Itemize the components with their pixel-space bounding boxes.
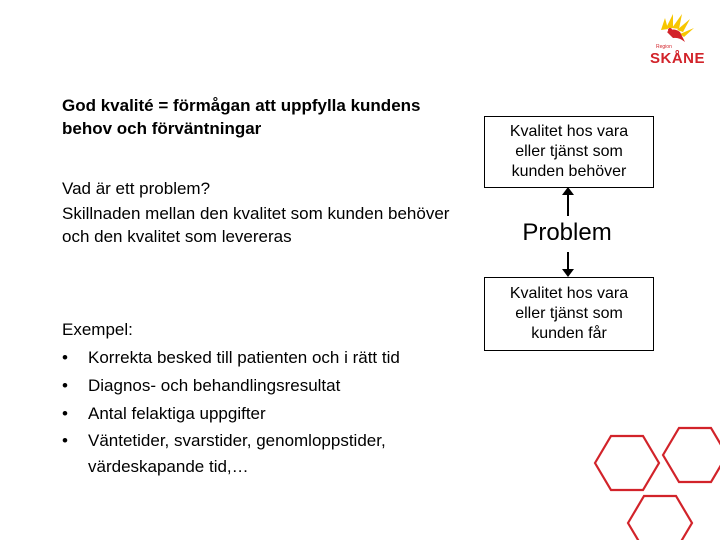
list-item-text: Antal felaktiga uppgifter [88,404,266,423]
list-item [62,372,482,400]
bullet-icon: • [62,348,68,367]
problem-question: Vad är ett problem? [62,179,211,198]
examples-block [62,316,482,480]
list-item-text: Korrekta besked till patienten och i rätt tid [88,348,400,367]
needed-quality-box [484,116,654,188]
examples-title: Exempel: [62,320,133,339]
slide-heading: God kvalité = förmågan att uppfylla kundens behov och förväntningar [62,96,421,138]
bullet-icon: • [62,404,68,423]
list-item [62,428,482,480]
hexagon-decoration-icon [585,405,720,540]
arrow-up-icon [558,186,578,218]
region-skane-logo-icon [655,8,701,48]
bullet-icon: • [62,376,68,395]
logo-wordmark: SKÅNE [650,50,706,67]
problem-definition: Skillnaden mellan den kvalitet som kunden behöver och den kvalitet som levereras [62,204,450,246]
list-item [62,400,482,428]
list-item-text: Väntetider, svarstider, genomloppstider, värdeskapande tid,… [88,431,386,476]
list-item [62,344,482,372]
needed-quality-text: Kvalitet hos vara eller tjänst som kunden behöver [509,123,629,180]
problem-label: Problem [522,219,612,246]
bullet-icon: • [62,431,68,450]
received-quality-text: Kvalitet hos vara eller tjänst som kunden får [509,285,629,342]
received-quality-box [484,277,654,351]
logo-region-text: Region [656,44,672,50]
list-item-text: Diagnos- och behandlingsresultat [88,376,341,395]
arrow-down-icon [558,250,578,278]
